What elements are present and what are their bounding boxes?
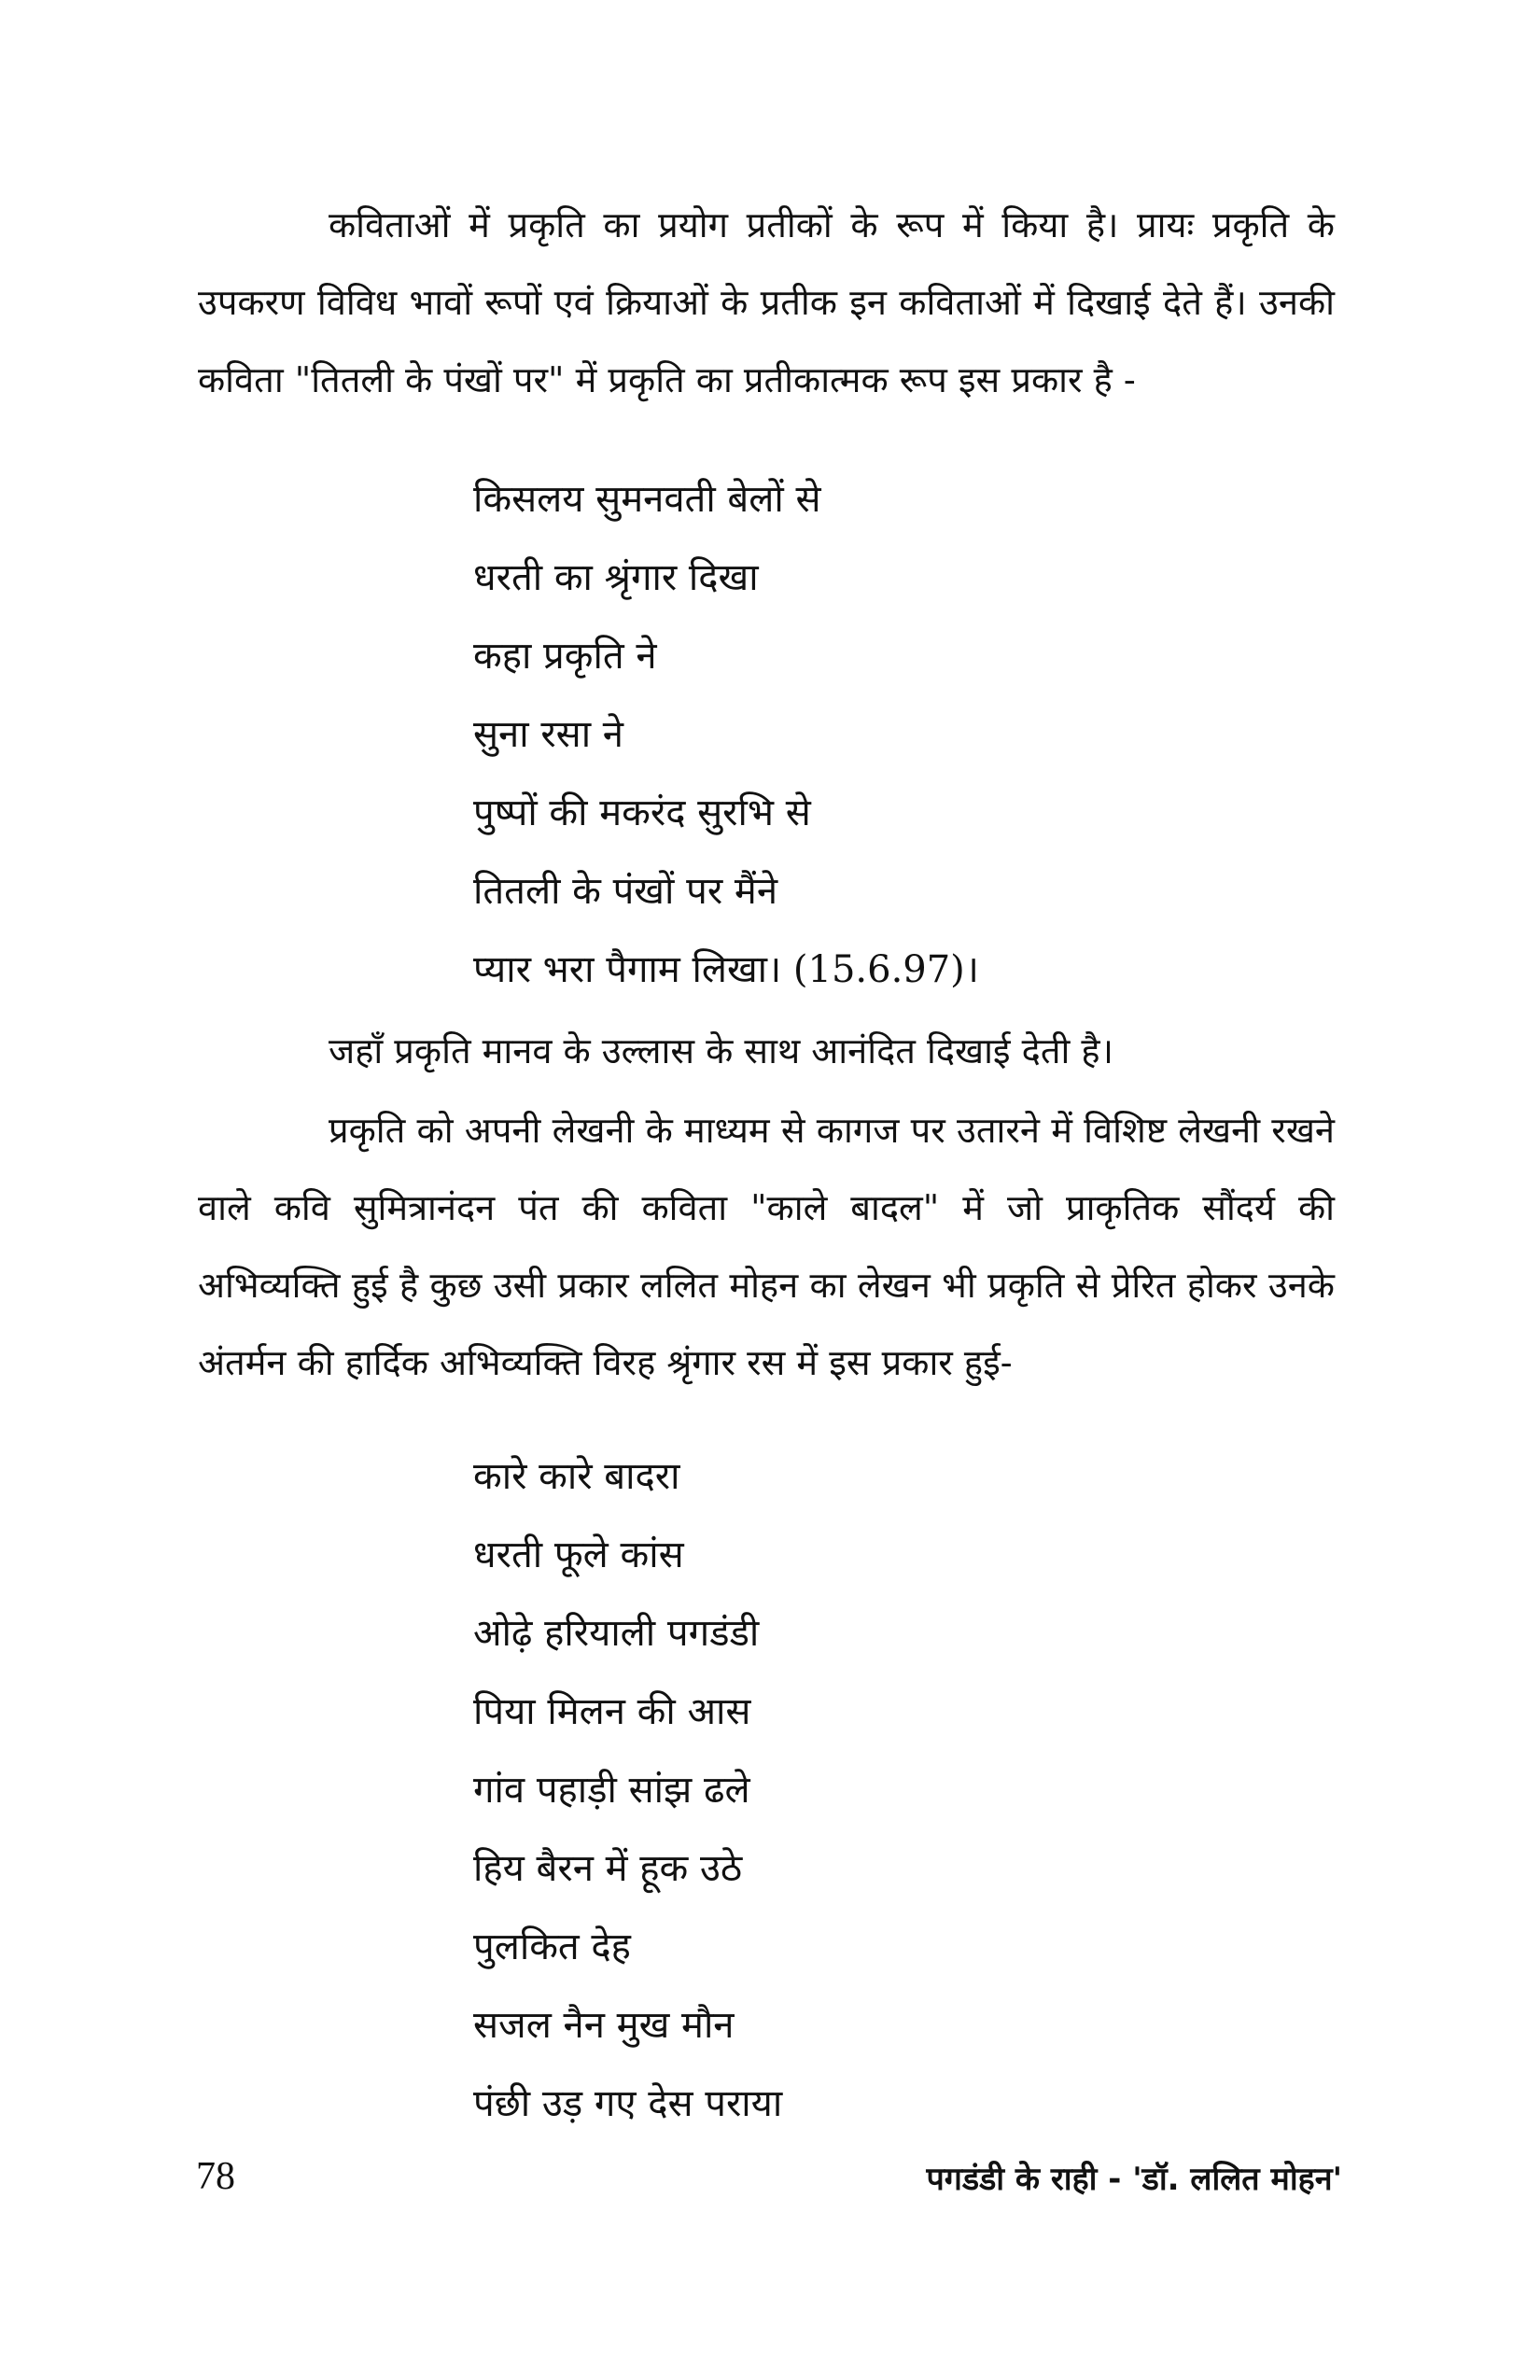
- poem-line: धरती फूले कांस: [473, 1533, 684, 1576]
- poem-line: प्यार भरा पैगाम लिखा। (15.6.97)।: [473, 948, 979, 991]
- poem-line: सुना रसा ने: [473, 713, 623, 756]
- poem-line: हिय बैरन में हूक उठे: [473, 1847, 743, 1890]
- poem-line: पुलकित देह: [473, 1925, 631, 1968]
- poem-line: सजल नैन मुख मौन: [473, 2004, 735, 2047]
- poem-titli-ke-pankhon-par: [473, 460, 1313, 1009]
- running-footer-title: पगडंडी के राही - 'डॉ. ललित मोहन': [926, 2161, 1342, 2198]
- poem-line: पंछी उड़ गए देस पराया: [473, 2082, 783, 2125]
- poem-line: तितली के पंखों पर मैंने: [473, 870, 778, 913]
- poem-kare-kare-badra: [473, 1437, 1313, 2143]
- poem-line: कहा प्रकृति ने: [473, 635, 657, 678]
- poem-line: गांव पहाड़ी सांझ ढले: [473, 1769, 750, 1812]
- poem-line: धरती का श्रृंगार दिखा: [473, 556, 759, 599]
- paragraph-intro: कविताओं में प्रकृति का प्रयोग प्रतीकों के रूप में किया है। प्रायः प्रकृति के उपकरण विविध भावों रूपों एवं क्रियाओं के प्रतीक इन कविताओं में दिखाई देते हैं। उनकी कविता "तितली के पंखों पर" में प्रकृति का प्रतीकात्मक रूप इस प्रकार है -: [198, 204, 1335, 400]
- poem-line: पुष्पों की मकरंद सुरभि से: [473, 791, 811, 834]
- paragraph-joy: जहाँ प्रकृति मानव के उल्लास के साथ आनंदित दिखाई देती है।: [329, 1030, 1114, 1071]
- poem-line: किसलय सुमनवती बेलों से: [473, 478, 821, 521]
- poem-line: कारे कारे बादरा: [473, 1455, 680, 1498]
- page-number: 78: [196, 2155, 235, 2198]
- poem-line: ओढ़े हरियाली पगडंडी: [473, 1612, 760, 1655]
- paragraph-pant-comparison: प्रकृति को अपनी लेखनी के माध्यम से कागज पर उतारने में विशिष्ट लेखनी रखने वाले कवि सुमित्रानंदन पंत की कविता "काले बादल" में जो प्राकृतिक सौंदर्य की अभिव्यक्ति हुई है कुछ उसी प्रकार ललित मोहन का लेखन भी प्रकृति से प्रेरित होकर उनके अंतर्मन की हार्दिक अभिव्यक्ति विरह श्रृंगार रस में इस प्रकार हुई-: [198, 1110, 1335, 1383]
- poem-line: पिया मिलन की आस: [473, 1690, 751, 1733]
